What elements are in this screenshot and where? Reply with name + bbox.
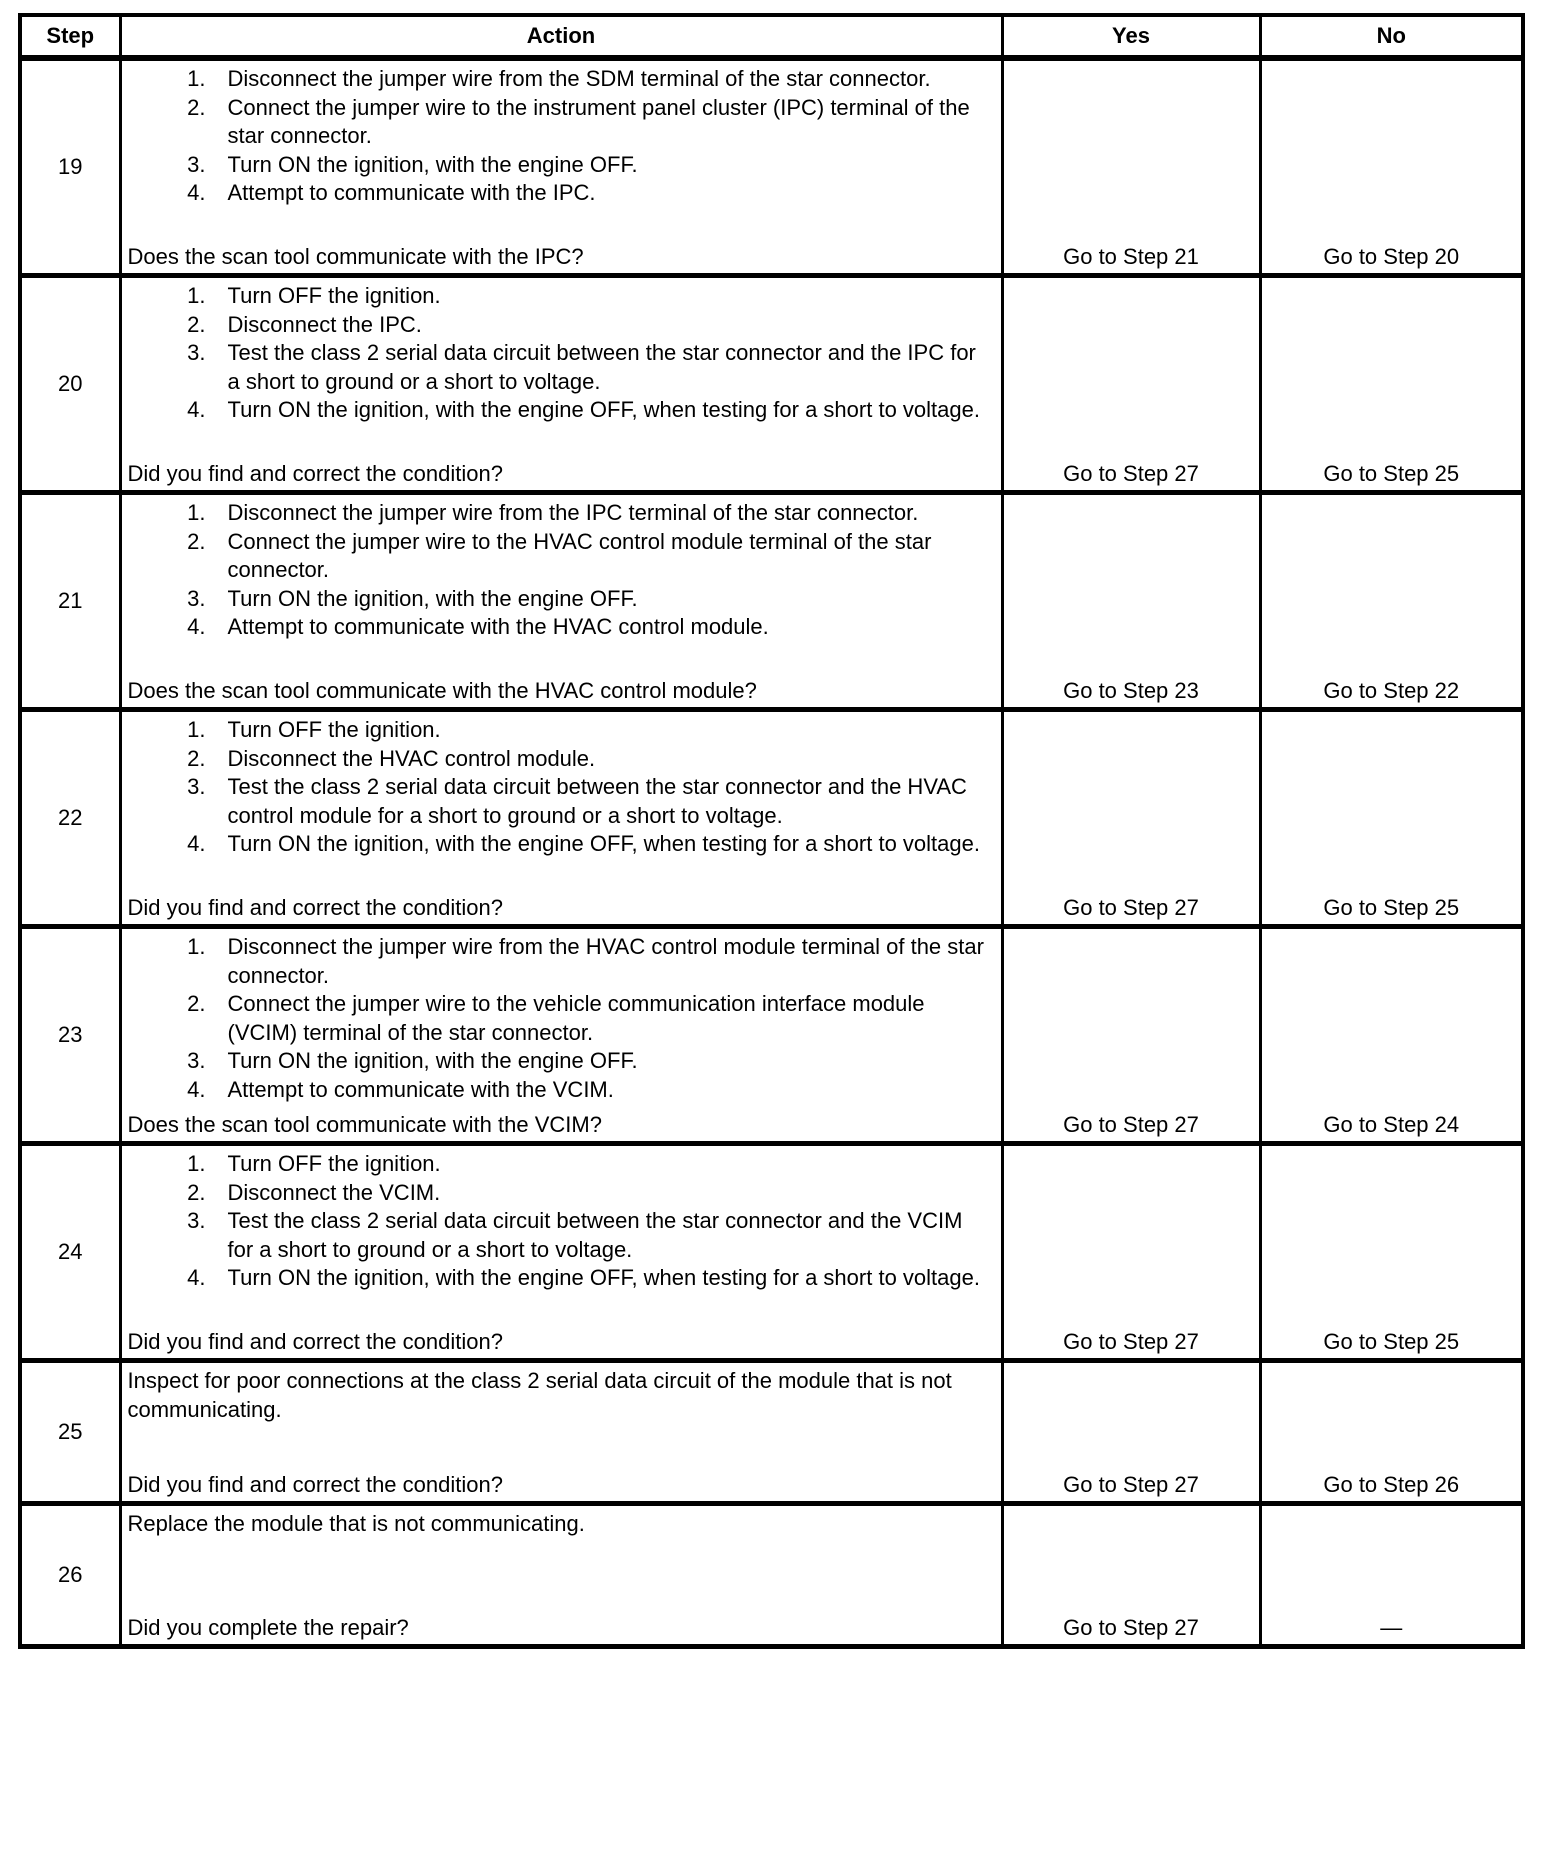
item-text: Turn OFF the ignition. xyxy=(227,717,441,742)
item-text: Test the class 2 serial data circuit between the star connector and the VCIM for a short to ground or a short to voltage. xyxy=(227,1208,963,1262)
table-row xyxy=(20,710,1523,927)
step-number: 21 xyxy=(20,493,120,710)
item-number: 2. xyxy=(187,528,206,554)
item-text: Turn ON the ignition, with the engine OFF, when testing for a short to voltage. xyxy=(227,831,980,856)
question: Did you complete the repair? xyxy=(127,1614,409,1640)
no-result: — xyxy=(1260,1504,1523,1647)
action-steps xyxy=(128,499,995,642)
item-text: Turn ON the ignition, with the engine OFF, when testing for a short to voltage. xyxy=(227,397,980,422)
no-result: Go to Step 22 xyxy=(1260,493,1523,710)
item-text: Disconnect the jumper wire from the HVAC control module terminal of the star connector. xyxy=(227,934,984,988)
no-result: Go to Step 25 xyxy=(1260,710,1523,927)
action-steps xyxy=(128,716,995,859)
list-item xyxy=(128,990,995,1047)
item-number: 3. xyxy=(187,774,206,799)
item-number: 1. xyxy=(187,283,206,308)
list-item xyxy=(128,830,995,859)
item-number: 4. xyxy=(187,180,206,205)
item-text: Disconnect the HVAC control module. xyxy=(227,745,596,771)
no-result: Go to Step 26 xyxy=(1260,1361,1523,1504)
yes-result: Go to Step 27 xyxy=(1002,276,1260,493)
action-cell xyxy=(120,1144,1002,1361)
yes-result: Go to Step 21 xyxy=(1002,58,1260,276)
step-number: 22 xyxy=(20,710,120,927)
no-result: Go to Step 20 xyxy=(1260,58,1523,276)
item-text: Disconnect the IPC. xyxy=(227,311,422,337)
table-row xyxy=(20,58,1523,276)
item-number: 1. xyxy=(187,66,206,91)
item-text: Attempt to communicate with the HVAC control module. xyxy=(227,614,769,639)
action-cell xyxy=(120,1361,1002,1504)
table-row xyxy=(20,1504,1523,1647)
step-number: 24 xyxy=(20,1144,120,1361)
item-number: 4. xyxy=(187,1076,206,1102)
item-number: 4. xyxy=(187,831,206,856)
step-number: 19 xyxy=(20,58,120,276)
list-item xyxy=(128,773,995,830)
list-item xyxy=(128,65,995,94)
no-result: Go to Step 25 xyxy=(1260,276,1523,493)
step-number: 26 xyxy=(20,1504,120,1647)
table-row xyxy=(20,276,1523,493)
yes-result: Go to Step 27 xyxy=(1002,927,1260,1144)
table-row xyxy=(20,493,1523,710)
item-number: 3. xyxy=(187,585,206,611)
item-text: Attempt to communicate with the VCIM. xyxy=(227,1076,614,1102)
list-item xyxy=(128,528,995,585)
list-item xyxy=(128,179,995,208)
question: Did you find and correct the condition? xyxy=(127,1471,503,1497)
item-number: 1. xyxy=(187,1151,206,1176)
list-item xyxy=(128,311,995,340)
item-number: 1. xyxy=(187,717,206,742)
item-number: 4. xyxy=(187,1265,206,1290)
item-number: 1. xyxy=(187,500,206,525)
item-number: 4. xyxy=(187,397,206,422)
item-number: 2. xyxy=(187,745,206,771)
header-step: Step xyxy=(20,15,120,58)
list-item xyxy=(128,1150,995,1179)
list-item xyxy=(128,339,995,396)
item-number: 1. xyxy=(187,934,206,959)
step-number: 23 xyxy=(20,927,120,1144)
list-item xyxy=(128,396,995,425)
list-item xyxy=(128,1207,995,1264)
item-text: Test the class 2 serial data circuit between the star connector and the IPC for a short to ground or a short to voltage. xyxy=(227,340,976,394)
item-number: 3. xyxy=(187,151,206,177)
item-number: 4. xyxy=(187,614,206,639)
item-text: Turn OFF the ignition. xyxy=(227,1151,441,1176)
item-text: Turn ON the ignition, with the engine OFF. xyxy=(227,1048,638,1073)
item-text: Turn ON the ignition, with the engine OFF. xyxy=(227,151,638,177)
item-text: Turn ON the ignition, with the engine OFF, when testing for a short to voltage. xyxy=(227,1265,980,1290)
list-item xyxy=(128,94,995,151)
item-text: Turn ON the ignition, with the engine OFF. xyxy=(227,585,638,611)
list-item xyxy=(128,1047,995,1076)
table-row xyxy=(20,927,1523,1144)
item-number: 3. xyxy=(187,340,206,365)
action-text: Replace the module that is not communicating. xyxy=(127,1511,585,1536)
step-number: 25 xyxy=(20,1361,120,1504)
list-item xyxy=(128,1076,995,1105)
list-item xyxy=(128,499,995,528)
item-number: 2. xyxy=(187,311,206,337)
action-cell xyxy=(120,1504,1002,1647)
action-steps xyxy=(128,282,995,425)
item-number: 2. xyxy=(187,1179,206,1205)
list-item xyxy=(128,282,995,311)
no-result: Go to Step 25 xyxy=(1260,1144,1523,1361)
action-cell xyxy=(120,710,1002,927)
item-number: 3. xyxy=(187,1048,206,1073)
item-text: Turn OFF the ignition. xyxy=(227,283,441,308)
table-row xyxy=(20,1144,1523,1361)
list-item xyxy=(128,151,995,180)
question: Does the scan tool communicate with the VCIM? xyxy=(127,1111,602,1137)
yes-result: Go to Step 27 xyxy=(1002,1144,1260,1361)
item-text: Disconnect the jumper wire from the SDM terminal of the star connector. xyxy=(227,66,931,91)
list-item xyxy=(128,933,995,990)
question: Did you find and correct the condition? xyxy=(127,894,503,920)
list-item xyxy=(128,716,995,745)
item-text: Attempt to communicate with the IPC. xyxy=(227,180,596,205)
table-row xyxy=(20,1361,1523,1504)
header-action: Action xyxy=(120,15,1002,58)
action-cell xyxy=(120,493,1002,710)
list-item xyxy=(128,745,995,774)
yes-result: Go to Step 27 xyxy=(1002,710,1260,927)
question: Does the scan tool communicate with the IPC? xyxy=(127,243,584,269)
item-number: 2. xyxy=(187,94,206,120)
action-text: Inspect for poor connections at the class 2 serial data circuit of the module that is not communicating. xyxy=(127,1368,952,1422)
action-cell xyxy=(120,58,1002,276)
list-item xyxy=(128,585,995,614)
list-item xyxy=(128,613,995,642)
item-text: Test the class 2 serial data circuit between the star connector and the HVAC control module for a short to ground or a short to voltage. xyxy=(227,774,967,828)
list-item xyxy=(128,1179,995,1208)
yes-result: Go to Step 27 xyxy=(1002,1504,1260,1647)
header-yes: Yes xyxy=(1002,15,1260,58)
item-text: Connect the jumper wire to the instrument panel cluster (IPC) terminal of the star connector. xyxy=(227,94,970,148)
diagnostic-table xyxy=(18,13,1525,1649)
header-row xyxy=(20,15,1523,58)
question: Did you find and correct the condition? xyxy=(127,460,503,486)
list-item xyxy=(128,1264,995,1293)
item-text: Disconnect the VCIM. xyxy=(227,1179,441,1205)
action-cell xyxy=(120,276,1002,493)
item-text: Connect the jumper wire to the vehicle communication interface module (VCIM) terminal of the star connector. xyxy=(227,991,925,1045)
yes-result: Go to Step 27 xyxy=(1002,1361,1260,1504)
action-steps xyxy=(128,1150,995,1293)
item-text: Disconnect the jumper wire from the IPC terminal of the star connector. xyxy=(227,500,919,525)
step-number: 20 xyxy=(20,276,120,493)
header-no: No xyxy=(1260,15,1523,58)
action-cell xyxy=(120,927,1002,1144)
question: Did you find and correct the condition? xyxy=(127,1328,503,1354)
item-number: 2. xyxy=(187,991,206,1016)
action-steps xyxy=(128,65,995,208)
yes-result: Go to Step 23 xyxy=(1002,493,1260,710)
question: Does the scan tool communicate with the HVAC control module? xyxy=(127,677,757,703)
action-steps xyxy=(128,933,995,1104)
item-text: Connect the jumper wire to the HVAC control module terminal of the star connector. xyxy=(227,528,932,582)
no-result: Go to Step 24 xyxy=(1260,927,1523,1144)
item-number: 3. xyxy=(187,1208,206,1233)
